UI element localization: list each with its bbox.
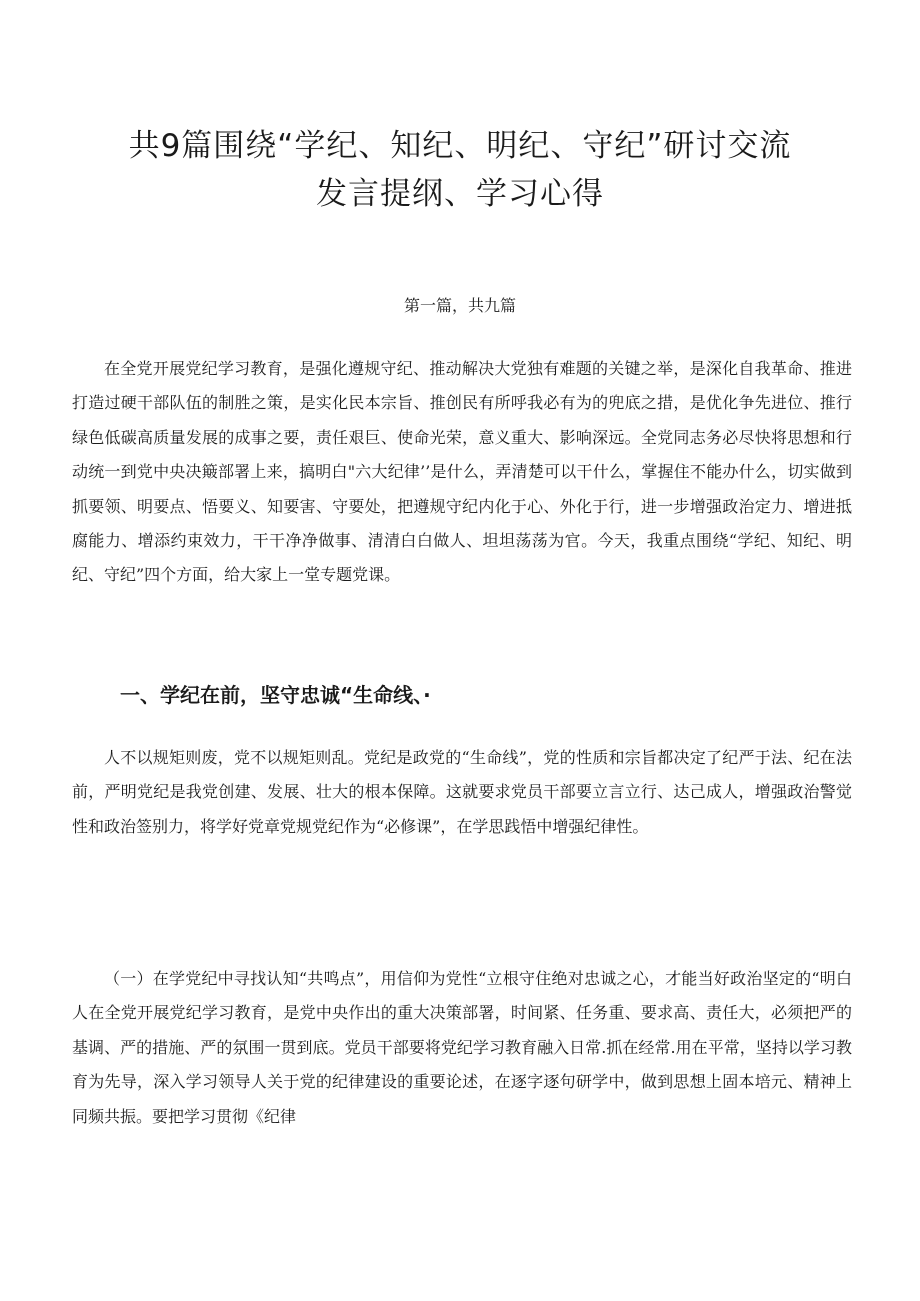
- document-title-line-1: 共9篇围绕“学纪、知纪、明纪、守纪”研讨交流: [128, 128, 792, 164]
- body-paragraph-2: 人不以规矩则废，党不以规矩则乱。党纪是政党的“生命线”，党的性质和宗旨都决定了纪严于法、纪在法前，严明党纪是我党创建、发展、壮大的根本保障。这就要求党员干部要立言立行、达己成人，增强政治警觉性和政治签别力，将学好党章党规党纪作为“必修课”，在学思践悟中增强纪律性。: [72, 748, 852, 836]
- document-subtitle: 第一篇，共九篇: [403, 296, 516, 315]
- document-title-line-2: 发言提纲、学习心得: [316, 176, 604, 212]
- section-heading-1: 一、学纪在前，坚守忠诚“生命线、·: [120, 683, 431, 707]
- body-paragraph-1: 在全党开展党纪学习教育，是强化遵规守纪、推动解决大党独有难题的关键之举，是深化自我革命、推进打造过硬干部队伍的制胜之策，是实化民本宗旨、推创民有所呼我必有为的兜底之措，是优化争先进位、推行绿色低碳高质量发展的成事之要，责任艰巨、使命光荣，意义重大、影响深远。全党同志务必尽快将思想和行动统一到党中央决簸部署上来，搞明白"六大纪律’’是什么，弄清楚可以干什么，掌握住不能办什么，切实做到抓要领、明要点、悟要义、知要害、守要处，把遵规守纪内化于心、外化于行，进一步增强政治定力、增进抵腐能力、增添约束效力，干干净净做事、清清白白做人、坦坦荡荡为官。今天，我重点围绕“学纪、知纪、明纪、守纪”四个方面，给大家上一堂专题党课。: [72, 359, 852, 585]
- body-paragraph-3: （一）在学党纪中寻找认知“共鸣点”，用信仰为党性“立根守住绝对忠诚之心，才能当好政治坚定的“明白人在全党开展党纪学习教育，是党中央作出的重大决策部署，时间紧、任务重、要求高、责任大，必须把严的基调、严的措施、严的氛围一贯到底。党员干部要将党纪学习教育融入日常.抓在经常.用在平常，坚持以学习教育为先导，深入学习领导人关于党的纪律建设的重要论述，在逐字逐句研学中，做到思想上固本培元、精神上同频共振。要把学习贯彻《纪律: [72, 969, 852, 1126]
